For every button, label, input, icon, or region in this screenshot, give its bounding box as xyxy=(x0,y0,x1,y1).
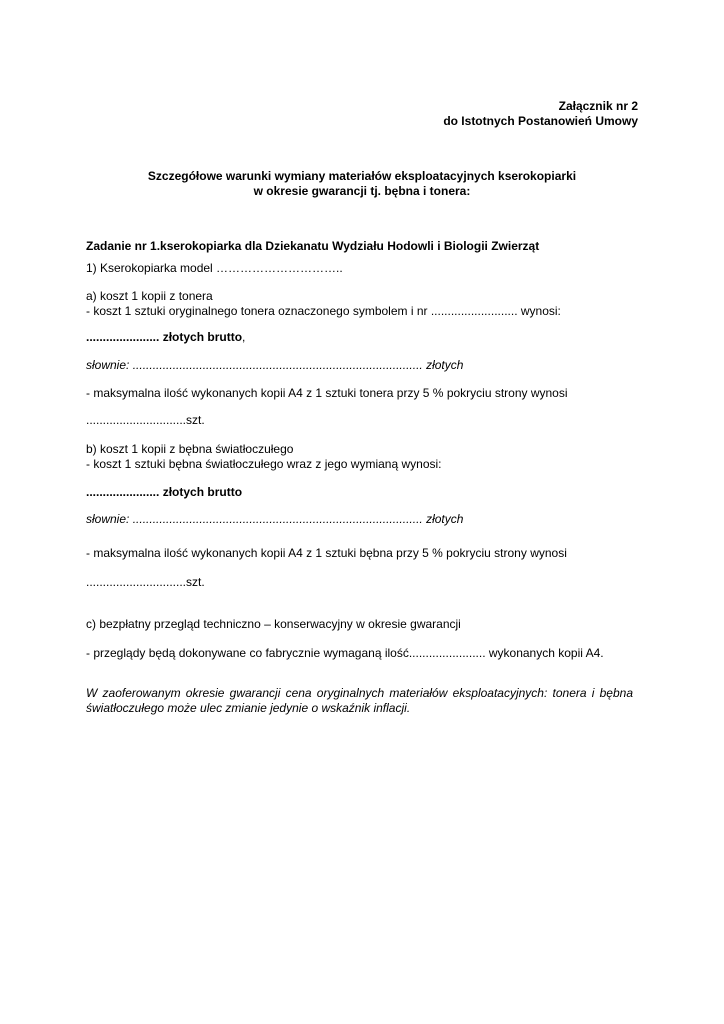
toner-max-copies-line: - maksymalna ilość wykonanych kopii A4 z 1 sztuki tonera przy 5 % pokryciu strony wynosi xyxy=(86,386,568,400)
toner-words-dots: ....................................................................................... złotych xyxy=(129,358,464,372)
drum-heading: b) koszt 1 kopii z bębna światłoczułego xyxy=(86,442,294,456)
toner-words-label: słownie: xyxy=(86,358,130,372)
document-title-line-2: w okresie gwarancji tj. bębna i tonera: xyxy=(253,184,471,198)
toner-price-line xyxy=(86,330,245,344)
service-heading: c) bezpłatny przegląd techniczno – konserwacyjny w okresie gwarancji xyxy=(86,617,461,631)
inflation-note: W zaoferowanym okresie gwarancji cena oryginalnych materiałów eksploatacyjnych: tonera i bębna światłoczułego może ulec zmianie jedynie o wskaźnik inflacji. xyxy=(86,686,633,715)
toner-price-suffix: , xyxy=(242,330,246,344)
annex-number: Załącznik nr 2 xyxy=(558,99,638,113)
printer-model-line: 1) Kserokopiarka model ………………………….. xyxy=(86,261,343,275)
drum-price-line xyxy=(86,485,242,499)
toner-price-label: złotych brutto xyxy=(159,330,243,344)
drum-words-label: słownie: xyxy=(86,512,130,526)
drum-max-copies-line: - maksymalna ilość wykonanych kopii A4 z 1 sztuki bębna przy 5 % pokryciu strony wynosi xyxy=(86,546,567,560)
task-heading: Zadanie nr 1.kserokopiarka dla Dziekanatu Wydziału Hodowli i Biologii Zwierząt xyxy=(86,239,540,253)
toner-price-dots: ...................... xyxy=(86,330,160,344)
toner-words-line xyxy=(86,358,463,372)
service-detail-line: - przeglądy będą dokonywane co fabrycznie wymaganą ilość....................... wykonanych kopii A4. xyxy=(86,646,604,660)
drum-cost-line: - koszt 1 sztuki bębna światłoczułego wraz z jego wymianą wynosi: xyxy=(86,457,442,471)
toner-heading: a) koszt 1 kopii z tonera xyxy=(86,289,213,303)
document-title-line-1: Szczegółowe warunki wymiany materiałów eksploatacyjnych kserokopiarki xyxy=(147,169,577,183)
annex-subtitle: do Istotnych Postanowień Umowy xyxy=(443,114,638,128)
drum-words-line xyxy=(86,512,463,526)
drum-qty-line: ..............................szt. xyxy=(86,575,205,589)
drum-words-dots: ....................................................................................... złotych xyxy=(129,512,464,526)
drum-price-label: złotych brutto xyxy=(159,485,243,499)
toner-qty-line: ..............................szt. xyxy=(86,413,205,427)
toner-cost-line: - koszt 1 sztuki oryginalnego tonera oznaczonego symbolem i nr .......................... wynosi: xyxy=(86,304,561,318)
drum-price-dots: ...................... xyxy=(86,485,160,499)
